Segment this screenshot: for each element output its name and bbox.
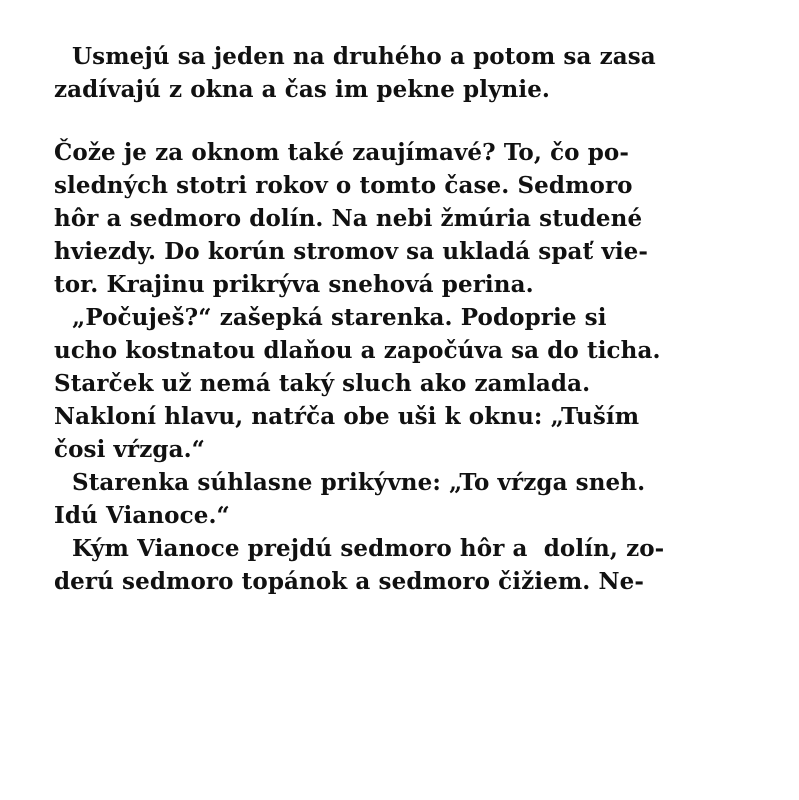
text-line: hôr a sedmoro dolín. Na nebi žmúria studené [54, 205, 643, 232]
paragraph-5 [54, 532, 734, 598]
paragraph-2 [54, 136, 734, 301]
text-line: derú sedmoro topánok a sedmoro čižiem. Ne- [54, 568, 644, 595]
paragraph-3 [54, 301, 734, 466]
story-text [54, 40, 734, 598]
paragraph-gap [54, 106, 734, 136]
text-line: Nakloní hlavu, natŕča obe uši k oknu: „Tuším [54, 403, 640, 430]
text-line: Čože je za oknom také zaujímavé? To, čo po- [54, 139, 629, 166]
text-line: sledných stotri rokov o tomto čase. Sedmoro [54, 172, 633, 199]
text-line: Kým Vianoce prejdú sedmoro hôr a dolín, zo- [72, 535, 665, 562]
paragraph-1 [54, 40, 734, 106]
paragraph-4 [54, 466, 734, 532]
text-line: Usmejú sa jeden na druhého a potom sa zasa [72, 43, 656, 70]
text-line: Starenka súhlasne prikývne: „To vŕzga sneh. [72, 469, 646, 496]
text-line: Starček už nemá taký sluch ako zamlada. [54, 370, 591, 397]
text-line: zadívajú z okna a čas im pekne plynie. [54, 76, 551, 103]
text-line: „Počuješ?“ zašepká starenka. Podoprie si [72, 304, 607, 331]
text-line: tor. Krajinu prikrýva snehová perina. [54, 271, 534, 298]
text-line: ucho kostnatou dlaňou a započúva sa do ticha. [54, 337, 661, 364]
text-line: Idú Vianoce.“ [54, 502, 230, 529]
text-line: hviezdy. Do korún stromov sa ukladá spať vie- [54, 238, 649, 265]
text-line: čosi vŕzga.“ [54, 436, 206, 463]
